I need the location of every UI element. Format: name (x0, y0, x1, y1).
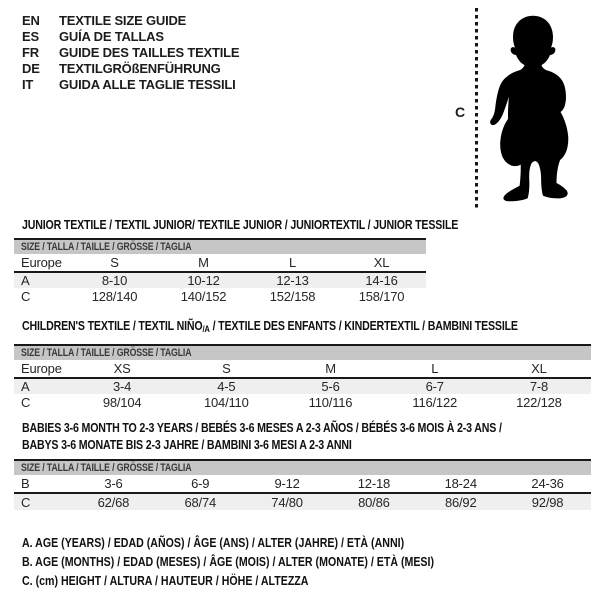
row-label: Europe (21, 361, 62, 376)
language-code: IT (22, 77, 34, 92)
junior-table-title: JUNIOR TEXTILE / TEXTIL JUNIOR/ TEXTILE JUNIOR / JUNIORTEXTIL / JUNIOR TESSILE (22, 218, 459, 232)
row-label: A (21, 273, 30, 288)
size-cell: S (110, 255, 119, 270)
size-header-bar (14, 346, 591, 360)
language-code: DE (22, 61, 40, 76)
height-cell: 86/92 (444, 494, 477, 510)
size-cell: S (222, 361, 231, 376)
height-cell: 140/152 (180, 288, 227, 304)
row-label: C (21, 394, 31, 410)
babies-title-line1: BABIES 3-6 MONTH TO 2-3 YEARS / BEBÉS 3-6 MESES A 2-3 AÑOS / BÉBÉS 3-6 MOIS À 2-3 ANS / (22, 421, 502, 435)
height-measure-dashed-line (475, 8, 478, 208)
language-row (22, 29, 239, 45)
babies-table-title (22, 420, 502, 454)
table-row-height (14, 288, 426, 304)
height-cell: 98/104 (102, 394, 142, 410)
size-cell: L (288, 255, 297, 270)
size-header-label: SIZE / TALLA / TAILLE / GRÖSSE / TAGLIA (21, 347, 192, 359)
height-cell: 116/122 (412, 394, 458, 410)
row-label: A (21, 379, 30, 394)
table-row-months (14, 475, 591, 494)
footnote-b: B. AGE (MONTHS) / EDAD (MESES) / ÂGE (MOIS) / ALTER (MONATE) / ETÀ (MESI) (22, 555, 435, 569)
age-cell: 6-7 (425, 379, 444, 394)
months-cell: 6-9 (191, 476, 210, 491)
language-code: EN (22, 13, 40, 28)
children-title-post: / TEXTILE DES ENFANTS / KINDERTEXTIL / BAMBINI TESSILE (209, 319, 518, 333)
language-row (22, 61, 239, 77)
language-row (22, 45, 239, 61)
months-cell: 12-18 (357, 476, 391, 491)
children-table-title (22, 319, 518, 334)
size-header-label: SIZE / TALLA / TAILLE / GRÖSSE / TAGLIA (21, 241, 192, 253)
table-row-europe (14, 254, 426, 273)
age-cell: 12-13 (276, 273, 309, 288)
height-cell: 158/170 (358, 288, 405, 304)
row-label: Europe (21, 255, 62, 270)
age-cell: 7-8 (529, 379, 549, 394)
language-code: FR (22, 45, 39, 60)
months-cell: 9-12 (274, 476, 300, 491)
height-cell: 62/68 (97, 494, 130, 510)
language-title: GUIDE DES TAILLES TEXTILE (59, 45, 240, 60)
months-cell: 3-6 (104, 476, 123, 491)
language-row (22, 13, 239, 29)
table-row-age (14, 273, 426, 288)
row-label: B (21, 476, 30, 491)
figure-height-label: C (455, 104, 466, 120)
height-cell: 110/116 (308, 394, 353, 410)
table-row-europe (14, 360, 591, 379)
children-title-sub: /A (202, 324, 210, 334)
language-title: TEXTILGRÖßENFÜHRUNG (59, 61, 221, 76)
children-table (14, 344, 591, 410)
age-cell: 4-5 (217, 379, 236, 394)
height-cell: 92/98 (531, 494, 564, 510)
table-row-age (14, 379, 591, 394)
baby-silhouette-icon (486, 5, 580, 211)
age-cell: 5-6 (321, 379, 340, 394)
junior-table (14, 238, 426, 304)
size-cell: XL (373, 255, 390, 270)
months-cell: 24-36 (531, 476, 564, 491)
size-cell: XS (113, 361, 131, 376)
height-cell: 128/140 (91, 288, 138, 304)
table-row-height (14, 394, 591, 410)
language-row (22, 77, 239, 93)
language-title: GUIDA ALLE TAGLIE TESSILI (59, 77, 236, 92)
children-title-pre: CHILDREN'S TEXTILE / TEXTIL NIÑO (22, 319, 203, 333)
language-title-list (22, 13, 239, 93)
size-cell: M (325, 361, 336, 376)
height-cell: 152/158 (269, 288, 316, 304)
language-title: TEXTILE SIZE GUIDE (59, 13, 187, 28)
size-header-label: SIZE / TALLA / TAILLE / GRÖSSE / TAGLIA (21, 462, 192, 474)
footnote-a: A. AGE (YEARS) / EDAD (AÑOS) / ÂGE (ANS) / ALTER (JAHRE) / ETÀ (ANNI) (22, 536, 405, 550)
height-cell: 80/86 (358, 494, 390, 510)
row-label: C (21, 494, 31, 510)
row-label: C (21, 288, 31, 304)
months-cell: 18-24 (444, 476, 477, 491)
height-cell: 68/74 (184, 494, 217, 510)
height-cell: 122/128 (516, 394, 562, 410)
footnote-c: C. (cm) HEIGHT / ALTURA / HAUTEUR / HÖHE / ALTEZZA (22, 574, 309, 588)
size-header-bar (14, 240, 426, 254)
age-cell: 10-12 (187, 273, 220, 288)
age-cell: 3-4 (113, 379, 132, 394)
babies-table (14, 459, 591, 510)
footnotes (22, 534, 507, 591)
age-cell: 14-16 (365, 273, 398, 288)
size-cell: M (198, 255, 209, 270)
babies-title-line2: BABYS 3-6 MONATE BIS 2-3 JAHRE / BAMBINI 3-6 MESI A 2-3 ANNI (22, 438, 352, 452)
height-cell: 74/80 (271, 494, 303, 510)
language-title: GUÍA DE TALLAS (59, 29, 164, 44)
size-header-bar (14, 461, 591, 475)
height-cell: 104/110 (203, 394, 249, 410)
age-cell: 8-10 (101, 273, 128, 288)
size-cell: L (431, 361, 439, 376)
language-code: ES (22, 29, 39, 44)
size-cell: XL (531, 361, 547, 376)
table-row-height (14, 494, 591, 510)
